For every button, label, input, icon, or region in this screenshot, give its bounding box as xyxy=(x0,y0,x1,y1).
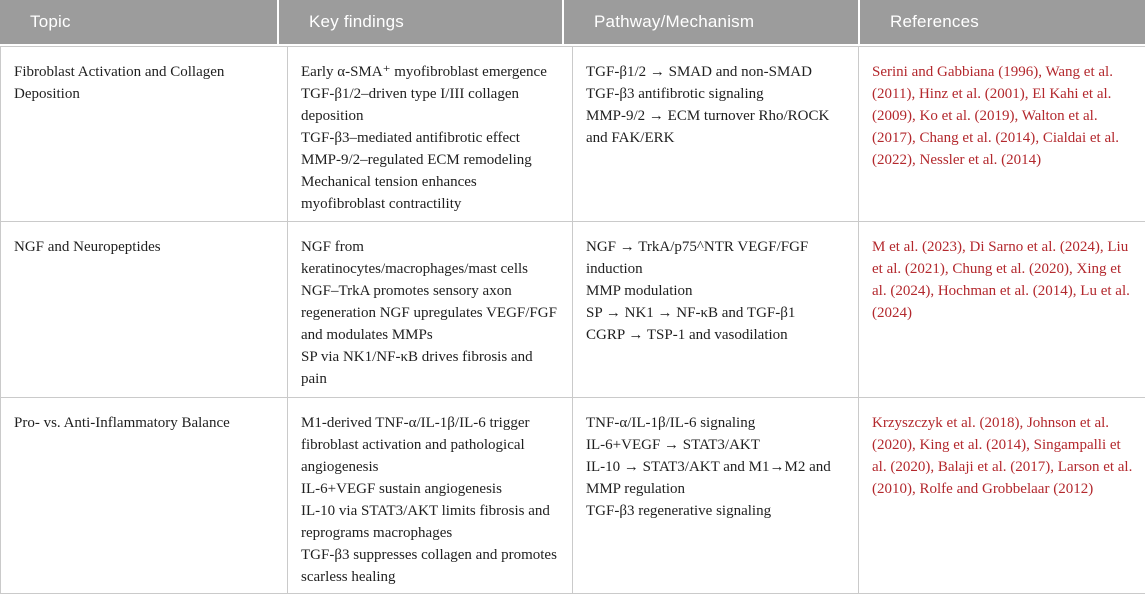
citation-link[interactable]: Cialdai et al. (2022) , xyxy=(872,130,1119,168)
citation-link[interactable]: Rolfe and Grobbelaar (2012) xyxy=(919,481,1094,497)
cell-key-findings xyxy=(288,47,573,222)
citation-link[interactable]: Liu et al. (2021) , xyxy=(872,239,1128,277)
column-header-references: References xyxy=(860,0,1145,44)
finding-item: TGF-β3 suppresses collagen and promotes scarless healing xyxy=(301,547,557,585)
finding-item: IL-10 via STAT3/AKT limits fibrosis and reprograms macrophages xyxy=(301,503,550,541)
citation-link[interactable]: Di Sarno et al. (2024) , xyxy=(969,239,1107,255)
citation-link[interactable]: Walton et al. (2017) , xyxy=(872,108,1098,146)
finding-item: IL-6+VEGF sustain angiogenesis xyxy=(301,481,502,497)
pathway-item: IL-6+VEGF → STAT3/AKT xyxy=(586,437,760,453)
topic-text: Fibroblast Activation and Collagen Deposition xyxy=(14,64,225,102)
pathway-item: SP → NK1 → NF-κB and TGF-β1 xyxy=(586,305,796,321)
cell-pathway-mechanism xyxy=(573,47,859,222)
pathway-item: MMP-9/2 → ECM turnover Rho/ROCK and FAK/ERK xyxy=(586,108,830,146)
citation-link[interactable]: Hinz et al. (2001) , xyxy=(919,86,1032,102)
table-body xyxy=(0,46,1145,594)
citation-link[interactable]: Larson et al. (2010) , xyxy=(872,459,1132,497)
cell-references xyxy=(859,222,1145,398)
citation-link[interactable]: Chang et al. (2014) , xyxy=(920,130,1043,146)
cell-references xyxy=(859,398,1145,594)
pathway-item: NGF → TrkA/p75^NTR VEGF/FGF induction xyxy=(586,239,809,277)
citation-link[interactable]: Lu et al. (2024) xyxy=(872,283,1130,321)
finding-item: Early α-SMA⁺ myofibroblast emergence xyxy=(301,64,547,80)
citation-link[interactable]: Ko et al. (2019) , xyxy=(920,108,1022,124)
topic-text: Pro- vs. Anti-Inflammatory Balance xyxy=(14,415,230,431)
citation-link[interactable]: Johnson et al. (2020) , xyxy=(872,415,1109,453)
citation-link[interactable]: King et al. (2014) , xyxy=(920,437,1034,453)
citation-link[interactable]: Chung et al. (2020) , xyxy=(952,261,1076,277)
citation-link[interactable]: Xing et al. (2024) , xyxy=(872,261,1121,299)
pathway-item: CGRP → TSP-1 and vasodilation xyxy=(586,327,788,343)
finding-item: Mechanical tension enhances myofibroblast contractility xyxy=(301,174,477,212)
cell-topic xyxy=(1,222,288,398)
finding-item: TGF-β1/2–driven type I/III collagen deposition xyxy=(301,86,519,124)
pathway-item: TGF-β1/2 → SMAD and non-SMAD xyxy=(586,64,812,80)
finding-item: M1-derived TNF-α/IL-1β/IL-6 trigger fibroblast activation and pathological angiogenesis xyxy=(301,415,530,475)
pathway-item: MMP modulation xyxy=(586,283,693,299)
citation-link[interactable]: Serini and Gabbiana (1996) , xyxy=(872,64,1045,80)
column-header-key-findings: Key findings xyxy=(279,0,562,44)
citation-link[interactable]: Balaji et al. (2017) , xyxy=(938,459,1058,475)
pathway-item: TNF-α/IL-1β/IL-6 signaling xyxy=(586,415,756,431)
citation-link[interactable]: Hochman et al. (2014) , xyxy=(938,283,1080,299)
column-header-pathway-mechanism: Pathway/Mechanism xyxy=(564,0,858,44)
finding-item: NGF–TrkA promotes sensory axon regeneration NGF upregulates VEGF/FGF and modulates MMPs xyxy=(301,283,557,343)
pathway-item: IL-10 → STAT3/AKT and M1→M2 and MMP regulation xyxy=(586,459,831,497)
citation-link[interactable]: Nessler et al. (2014) xyxy=(919,152,1042,168)
cell-topic xyxy=(1,398,288,594)
finding-item: MMP-9/2–regulated ECM remodeling xyxy=(301,152,532,168)
citation-link[interactable]: Wang et al. (2011) , xyxy=(872,64,1113,102)
cell-key-findings xyxy=(288,222,573,398)
citation-link[interactable]: Krzyszczyk et al. (2018) , xyxy=(872,415,1027,431)
cell-references xyxy=(859,47,1145,222)
finding-item: TGF-β3–mediated antifibrotic effect xyxy=(301,130,520,146)
pathway-item: TGF-β3 antifibrotic signaling xyxy=(586,86,764,102)
pathway-item: TGF-β3 regenerative signaling xyxy=(586,503,772,519)
finding-item: NGF from keratinocytes/macrophages/mast cells xyxy=(301,239,528,277)
topic-text: NGF and Neuropeptides xyxy=(14,239,161,255)
cell-pathway-mechanism xyxy=(573,398,859,594)
cell-key-findings xyxy=(288,398,573,594)
citation-link[interactable]: El Kahi et al. (2009) , xyxy=(872,86,1111,124)
citation-link[interactable]: M et al. (2023) , xyxy=(872,239,969,255)
column-header-topic: Topic xyxy=(0,0,277,44)
citation-link[interactable]: Singampalli et al. (2020) , xyxy=(872,437,1121,475)
cell-topic xyxy=(1,47,288,222)
cell-pathway-mechanism xyxy=(573,222,859,398)
finding-item: SP via NK1/NF-κB drives fibrosis and pain xyxy=(301,349,533,387)
